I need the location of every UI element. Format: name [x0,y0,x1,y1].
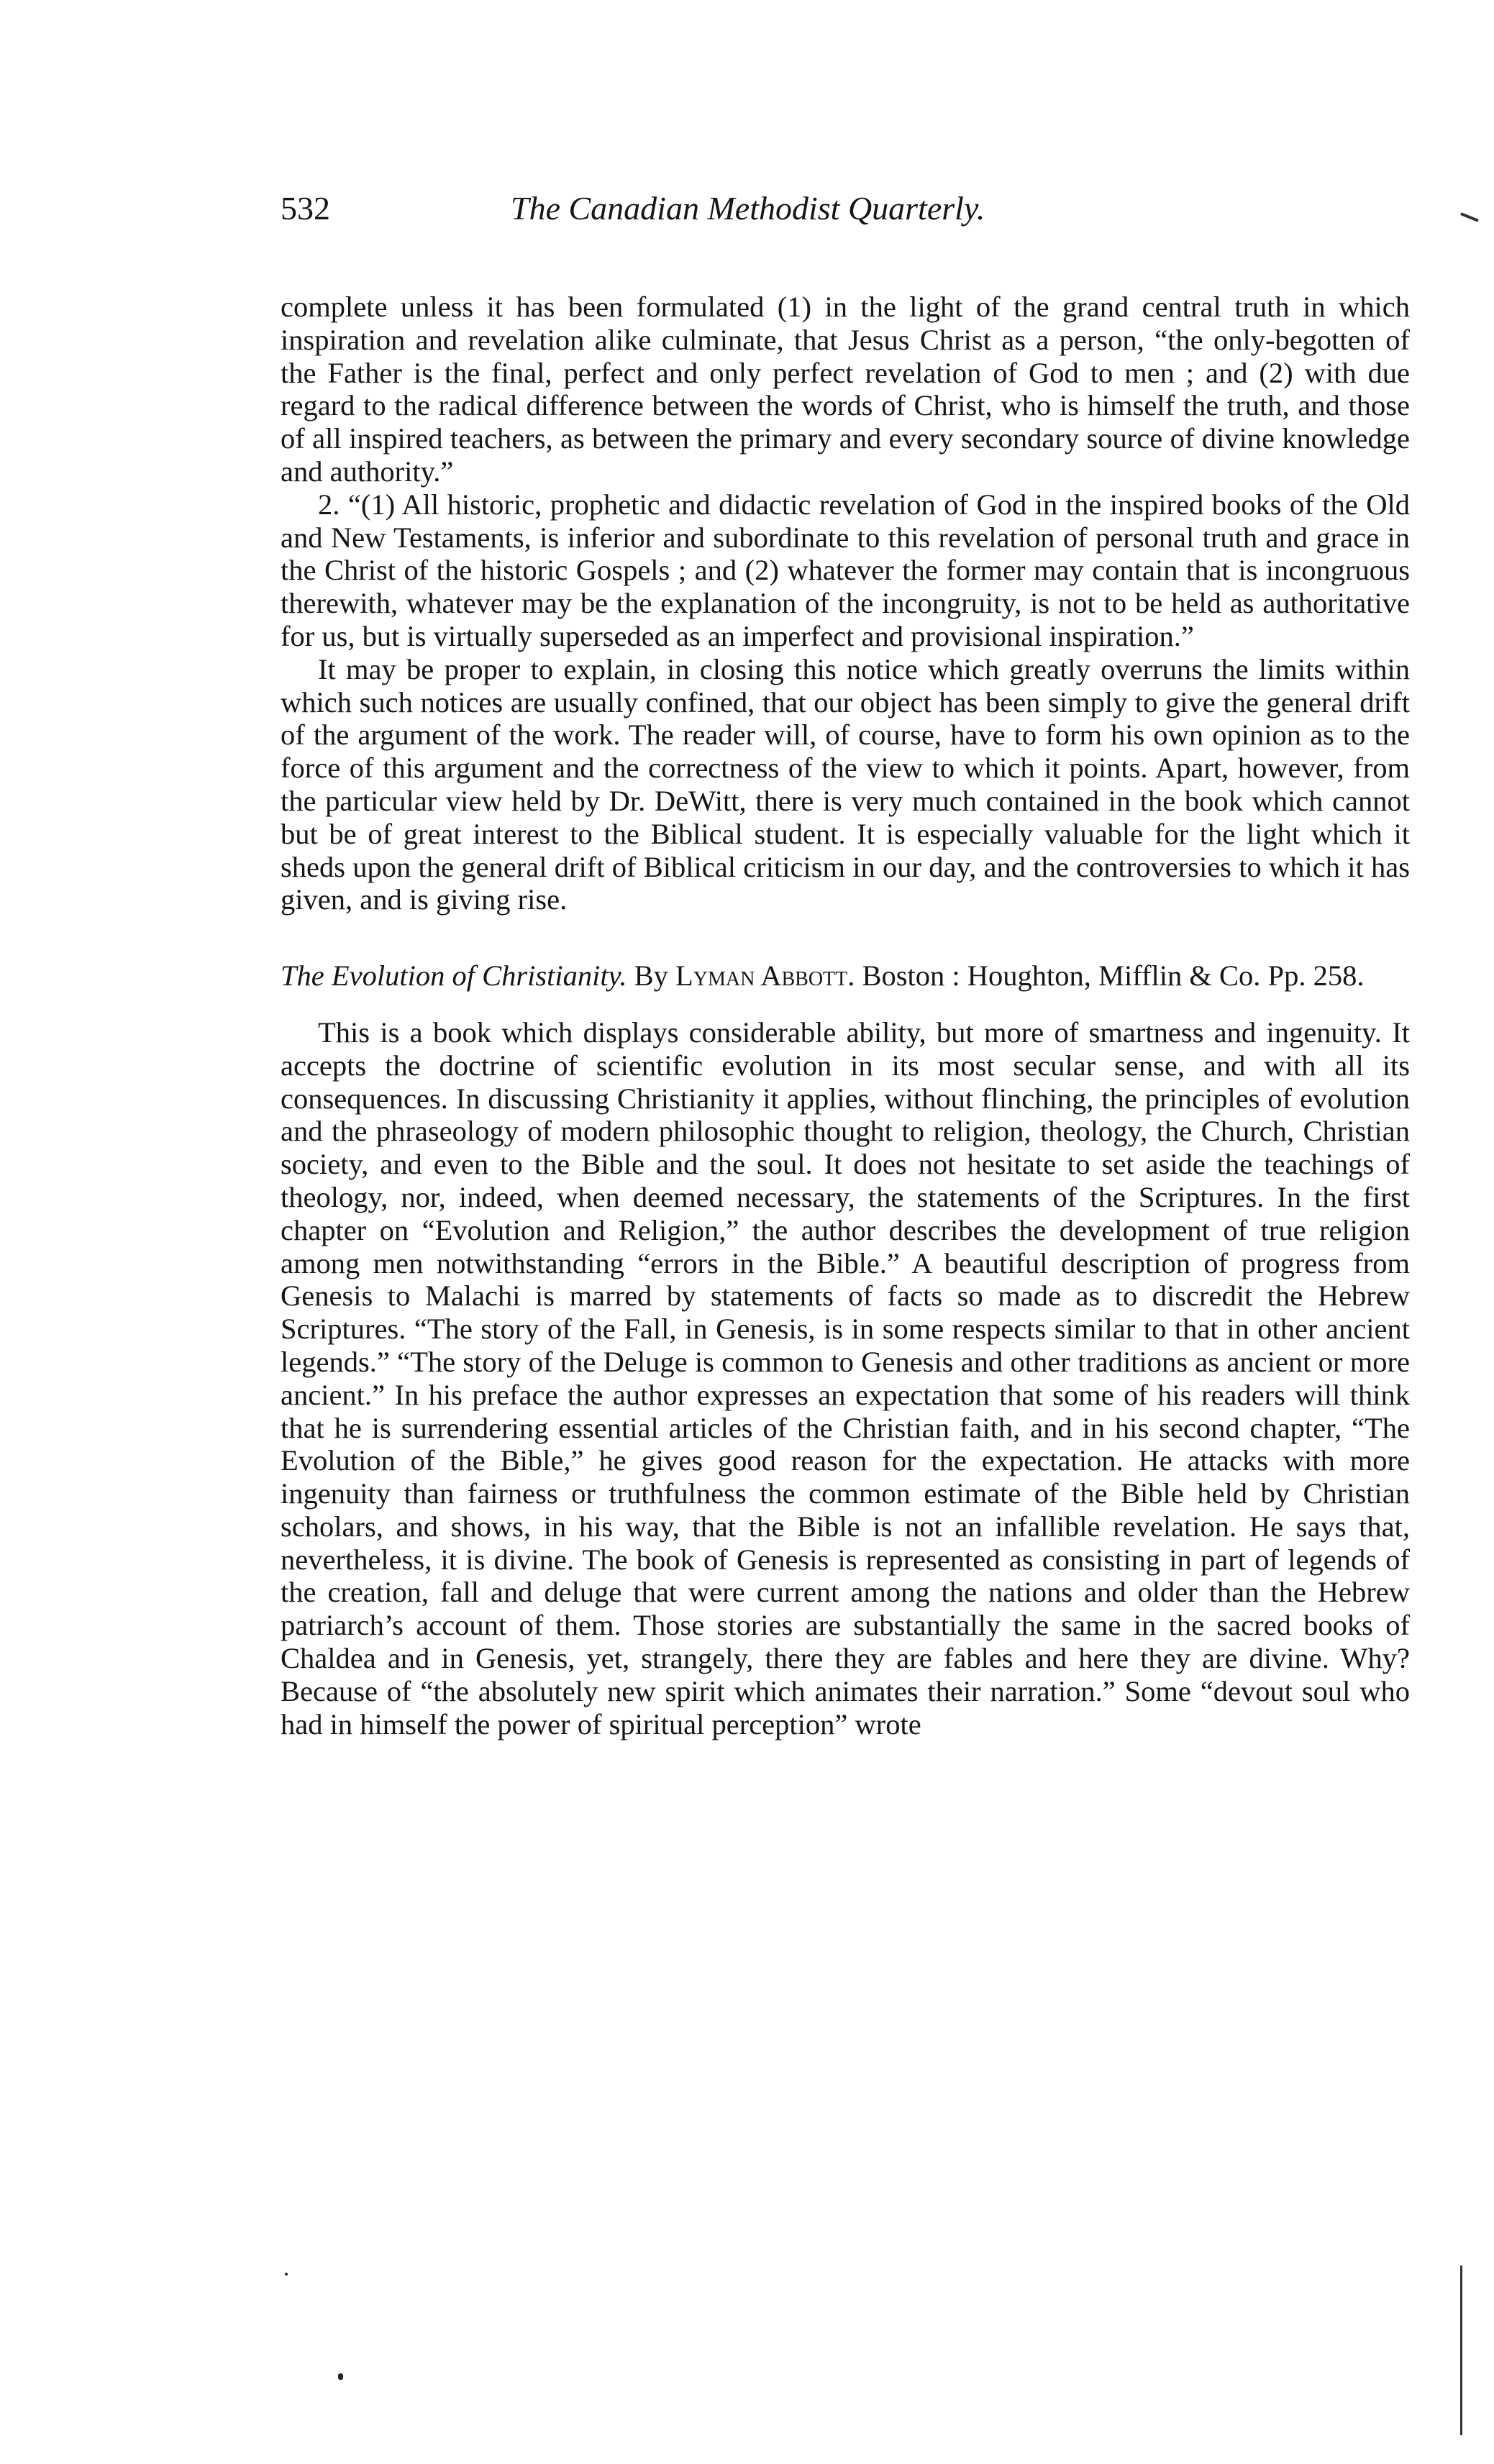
page-number: 532 [281,190,330,227]
margin-rule [1460,2265,1462,2435]
book-publication: Boston : Houghton, Mifflin & Co. Pp. 258. [862,959,1365,993]
running-head [281,183,1187,234]
paragraph-continued: complete unless it has been formulated (1) in the light of the grand central truth in which inspiration and revelation alike culminate, that Jesus Christ as a person, “the only-begotten of the Father is the final, perfect and only perfect revelation of God to men ; and (2) with due regard to the radical difference between the words of Christ, who is himself the truth, and those of all inspired teachers, as between the primary and every secondary source of divine knowledge and authority.” [281,291,1410,488]
stray-mark [338,2373,343,2380]
paragraph-closing: It may be proper to explain, in closing this notice which greatly overruns the limits within which such notices are usually confined, that our object has been simply to give the general drift of the argument of the work. The reader will, of course, have to form his own opinion as to the force of this argument and the correctness of the view to which it points. Apart, however, from the particular view held by Dr. DeWitt, there is very much contained in the book which cannot but be of great interest to the Biblical student. It is especially valuable for the light which it sheds upon the general drift of Biblical criticism in our day, and the controversies to which it has given, and is giving rise. [281,652,1410,916]
review-heading [281,959,1410,993]
book-author: Lyman Abbott. [675,959,855,993]
corner-mark [1460,212,1479,222]
paragraph-numbered: 2. “(1) All historic, prophetic and didactic revelation of God in the inspired books of the Old and New Testaments, is inferior and subordinate to this revelation of personal truth and grace in the Christ of the historic Gospels ; and (2) whatever the former may contain that is incongruous therewith, whatever may be the explanation of the incongruity, is not to be held as authoritative for us, but is virtually superseded as an imperfect and provisional inspiration.” [281,488,1410,652]
book-title: The Evolution of Christianity. [281,959,627,993]
review-body: This is a book which displays considerable ability, but more of smartness and ingenuity. It accepts the doctrine of scientific evolution in its most secular sense, and with all its consequences. In discussing Christianity it applies, without flinching, the principles of evolution and the phraseology of modern philosophic thought to religion, theology, the Church, Christian society, and even to the Bible and the soul. It does not hesitate to set aside the teachings of theology, nor, indeed, when deemed necessary, the statements of the Scriptures. In the first chapter on “Evolution and Religion,” the author describes the development of true religion among men notwithstanding “errors in the Bible.” A beautiful description of progress from Genesis to Malachi is marred by statements of facts so made as to discredit the Hebrew Scriptures. “The story of the Fall, in Genesis, is in some respects similar to that in other ancient legends.” “The story of the Deluge is common to Genesis and other traditions as ancient or more ancient.” In his preface the author expresses an expectation that some of his readers will think that he is surrendering essential articles of the Christian faith, and in his second chapter, “The Evolution of the Bible,” he gives good reason for the expectation. He attacks with more ingenuity than fairness or truthfulness the common estimate of the Bible held by Christian scholars, and shows, in his way, that the Bible is not an infallible revelation. He says that, nevertheless, it is divine. The book of Genesis is represented as consisting in part of legends of the creation, fall and deluge that were current among the nations and older than the Hebrew patriarch’s account of them. Those stories are substantially the same in the sacred books of Chaldea and in Genesis, yet, strangely, there they are fables and here they are divine. Why? Because of “the absolutely new spirit which animates their narration.” Some “devout soul who had in himself the power of spiritual perception” wrote [281,1016,1410,1740]
stray-mark [285,2273,288,2276]
book-by: By [634,959,668,993]
journal-title: The Canadian Methodist Quarterly. [511,190,985,227]
body-text [281,291,1410,1740]
